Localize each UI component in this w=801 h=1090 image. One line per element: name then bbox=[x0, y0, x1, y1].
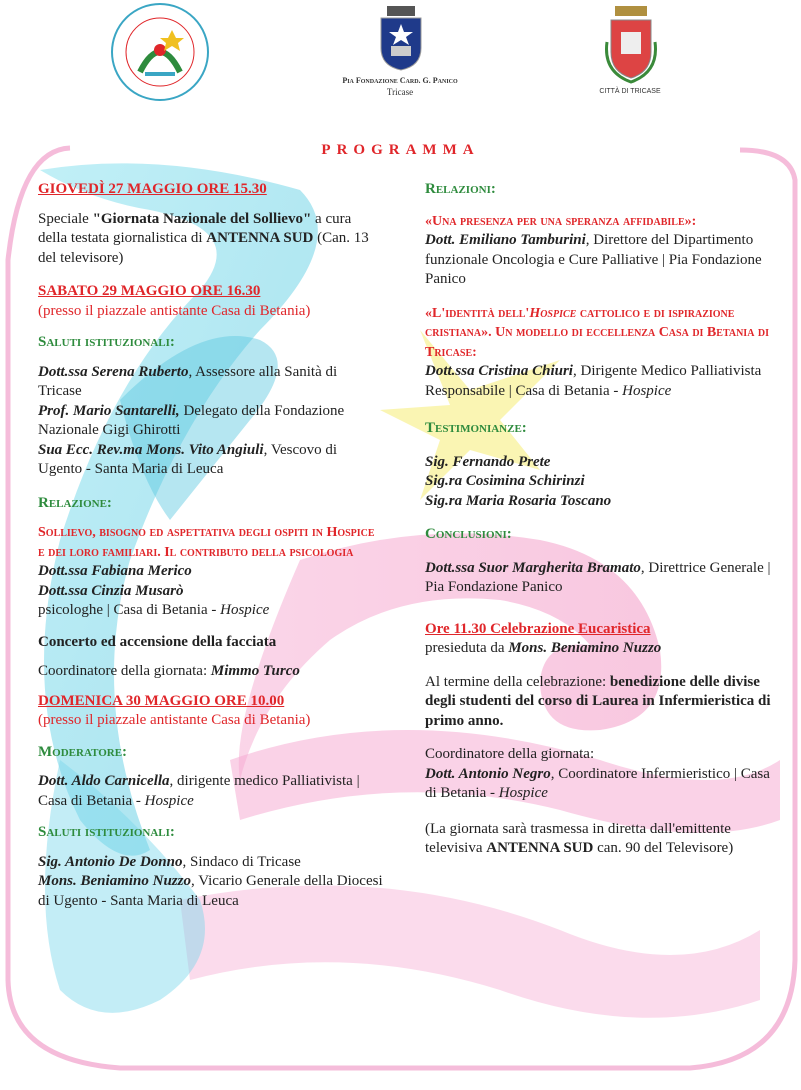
testimone-3: Sig.ra Maria Rosaria Toscano bbox=[425, 492, 612, 509]
conclusioni-speaker bbox=[425, 559, 775, 598]
day2-heading: SABATO 29 MAGGIO ORE 16.30 bbox=[38, 283, 261, 299]
speaker-name: Prof. Mario Santarelli, bbox=[38, 402, 180, 419]
citta-crest-icon bbox=[603, 2, 659, 84]
title-part-a: «L'identità dell' bbox=[425, 305, 530, 321]
day2-coordinator bbox=[38, 662, 383, 682]
diocesi-logo bbox=[110, 2, 210, 102]
day3-moderatore-label: Moderatore: bbox=[38, 743, 128, 760]
speaker-name: Sua Ecc. Rev.ma Mons. Vito Angiuli bbox=[38, 441, 264, 458]
program-title: PROGRAMMA bbox=[321, 142, 480, 158]
citta-logo bbox=[603, 2, 659, 84]
speaker-name: Dott.ssa Serena Ruberto bbox=[38, 363, 189, 380]
day2-concerto: Concerto ed accensione della facciata bbox=[38, 633, 277, 650]
right-column bbox=[425, 180, 775, 859]
fondazione-crest-icon bbox=[373, 4, 429, 72]
title-part-c: cattolico e di ispirazione cristiana». Un modello di eccellenza Casa di Betania di Tricase: bbox=[425, 305, 770, 360]
day2-relazione-label: Relazione: bbox=[38, 494, 112, 511]
speaker-hospice: Hospice bbox=[622, 382, 672, 399]
fondazione-name: Pia Fondazione Card. G. Panico bbox=[342, 76, 458, 85]
fondazione-caption bbox=[320, 76, 480, 97]
day2-relazione-title: Sollievo, bisogno ed aspettativa degli ospiti in Hospice e dei loro familiari. Il contributo della psicologia bbox=[38, 525, 375, 560]
day2-speaker-3 bbox=[38, 441, 383, 480]
speaker-name: Mons. Beniamino Nuzzo bbox=[38, 873, 191, 889]
day2-rel-speaker-2: Dott.ssa Cinzia Musarò bbox=[38, 582, 184, 599]
fondazione-logo bbox=[373, 4, 429, 72]
coordinator-label: Coordinatore della giornata: bbox=[425, 746, 595, 762]
relazione-1-title: «Una presenza per una speranza affidabile»: bbox=[425, 213, 697, 229]
testimone-1: Sig. Fernando Prete bbox=[425, 453, 551, 470]
day1-event-name: "Giornata Nazionale del Sollievo" bbox=[92, 210, 312, 227]
note-channel: ANTENNA SUD bbox=[486, 840, 594, 856]
testimone-2: Sig.ra Cosimina Schirinzi bbox=[425, 473, 585, 489]
day3-saluti-label: Saluti istituzionali: bbox=[38, 824, 175, 840]
citta-caption: CITTÀ DI TRICASE bbox=[599, 88, 661, 95]
speaker-name: Dott.ssa Cristina Chiuri bbox=[425, 363, 573, 379]
diocesi-seal-icon bbox=[110, 2, 210, 102]
day3-speaker-2 bbox=[38, 872, 383, 911]
relazioni-label: Relazioni: bbox=[425, 181, 496, 197]
coord-label: Coordinatore della giornata: bbox=[38, 663, 211, 679]
day3-moderator bbox=[38, 772, 383, 811]
moderator-hospice: Hospice bbox=[144, 792, 194, 809]
day2-location: (presso il piazzale antistante Casa di Betania) bbox=[38, 302, 311, 319]
testimonianze-label: Testimonianze: bbox=[425, 420, 527, 436]
speaker-name: Sig. Antonio De Donno bbox=[38, 853, 183, 870]
coordinator-name: Dott. Antonio Negro bbox=[425, 765, 551, 782]
role-hospice: Hospice bbox=[220, 602, 270, 618]
termine-label: Al termine della celebrazione: bbox=[425, 673, 610, 690]
speaker-role: , Sindaco di Tricase bbox=[182, 853, 301, 870]
relazione-2-title bbox=[425, 304, 775, 363]
coordinator bbox=[425, 765, 775, 804]
day1-channel: ANTENNA SUD bbox=[206, 230, 314, 246]
speaker-role: , Vicario Generale della Diocesi di Ugento - Santa Maria di Leuca bbox=[38, 873, 383, 909]
day1-text-a: Speciale bbox=[38, 210, 93, 227]
coord-name: Mimmo Turco bbox=[210, 663, 300, 679]
speaker-role: , Vescovo di Ugento - Santa Maria di Leuca bbox=[38, 441, 338, 477]
role-text: psicologhe | Casa di Betania - bbox=[38, 602, 221, 618]
note-text-a: (La giornata sarà trasmessa in diretta dall'emittente televisiva bbox=[425, 820, 731, 856]
speaker-name: Dott.ssa Suor Margherita Bramato bbox=[425, 559, 641, 576]
messa-presider bbox=[425, 639, 775, 659]
speaker-role: , Dirigente Medico Palliativista Responsabile | Casa di Betania - bbox=[425, 363, 762, 399]
speaker-role: , Direttore del Dipartimento funzionale Oncologia e Cure Palliative | Pia Fondazione Panico bbox=[425, 232, 762, 287]
day2-speaker-2 bbox=[38, 402, 383, 441]
conclusioni-label: Conclusioni: bbox=[425, 526, 512, 542]
presider-label: presieduta da bbox=[425, 640, 509, 656]
day1-text-e: (Can. 13 del televisore) bbox=[38, 230, 369, 266]
relazione-2-speaker bbox=[425, 362, 775, 401]
day3-heading: DOMENICA 30 MAGGIO ORE 10.00 bbox=[38, 692, 285, 709]
left-column bbox=[38, 180, 383, 911]
trasmissione-note bbox=[425, 820, 775, 859]
day3-location: (presso il piazzale antistante Casa di Betania) bbox=[38, 712, 311, 728]
day1-text bbox=[38, 210, 383, 269]
day3-speaker-1 bbox=[38, 853, 383, 873]
title-hospice: Hospice bbox=[529, 305, 577, 321]
day1-heading: GIOVEDÌ 27 MAGGIO ORE 15.30 bbox=[38, 181, 267, 197]
note-text-c: can. 90 del Televisore) bbox=[593, 840, 734, 856]
presider-name: Mons. Beniamino Nuzzo bbox=[508, 640, 662, 656]
day2-rel-role bbox=[38, 601, 383, 621]
benedizione-description: benedizione delle divise degli studenti del corso di Laurea in Infermieristica di primo anno. bbox=[425, 673, 771, 729]
benedizione-text bbox=[425, 673, 775, 732]
speaker-role: Delegato della Fondazione Nazionale Gigi Ghirotti bbox=[38, 402, 345, 438]
coordinator-role: , Coordinatore Infermieristico | Casa di Betania - bbox=[425, 765, 770, 801]
day2-speaker-1 bbox=[38, 363, 383, 402]
moderator-name: Dott. Aldo Carnicella bbox=[38, 773, 170, 789]
day1-text-c: a cura della testata giornalistica di bbox=[38, 210, 352, 246]
speaker-role: , Assessore alla Sanità di Tricase bbox=[38, 363, 338, 399]
day2-saluti-label: Saluti istituzionali: bbox=[38, 334, 175, 350]
coordinator-hospice: Hospice bbox=[498, 785, 548, 801]
relazione-1-speaker bbox=[425, 231, 775, 290]
fondazione-city: Tricase bbox=[386, 87, 414, 97]
moderator-role: , dirigente medico Palliativista | Casa di Betania - bbox=[38, 773, 360, 809]
messa-heading: Ore 11.30 Celebrazione Eucaristica bbox=[425, 620, 651, 637]
speaker-role: , Direttrice Generale | Pia Fondazione Panico bbox=[425, 559, 771, 595]
speaker-name: Dott. Emiliano Tamburini bbox=[425, 232, 586, 248]
day2-rel-speaker-1: Dott.ssa Fabiana Merico bbox=[38, 563, 192, 579]
